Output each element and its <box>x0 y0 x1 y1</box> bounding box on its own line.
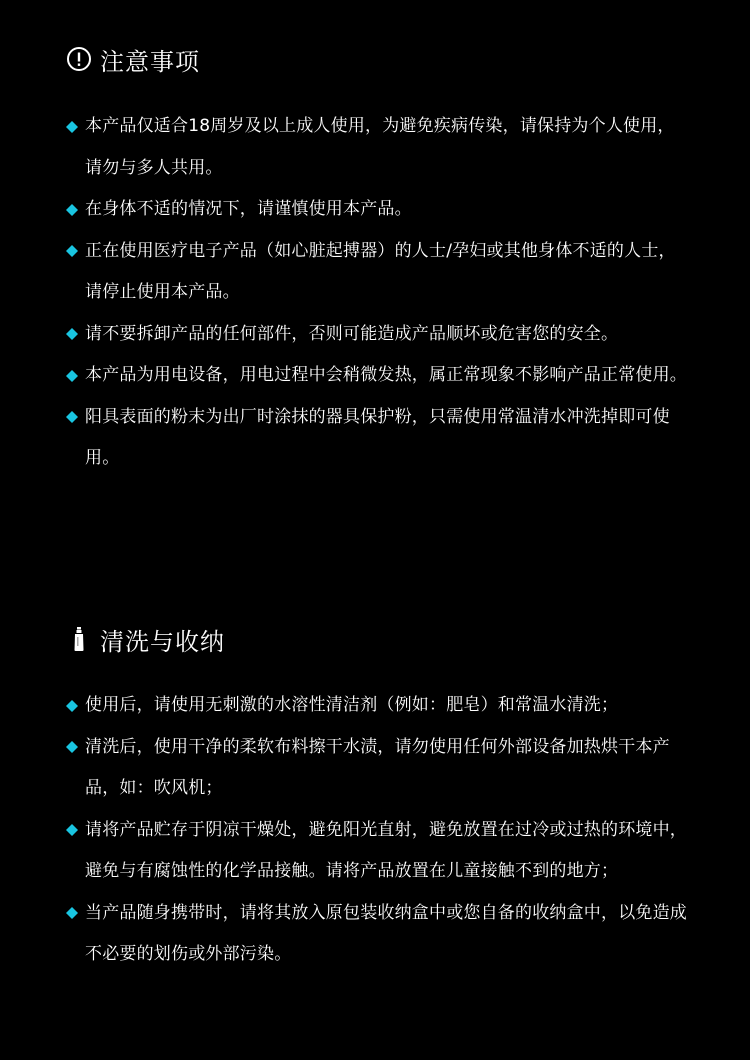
list-item-text: 使用后，请使用无刺激的水溶性清洁剂（例如：肥皂）和常温水清洗； <box>85 695 619 715</box>
spray-bottle-icon <box>66 626 92 652</box>
list-item <box>66 106 690 189</box>
exclamation-circle-icon <box>66 46 92 72</box>
list-item-text: 在身体不适的情况下，请谨慎使用本产品。 <box>85 199 412 219</box>
cleaning-heading <box>66 622 225 656</box>
diamond-bullet-icon <box>66 121 78 133</box>
diamond-bullet-icon <box>66 700 78 712</box>
list-item <box>66 189 690 231</box>
precautions-list <box>66 106 690 480</box>
cleaning-list <box>66 685 690 976</box>
precautions-title: 注意事项 <box>100 47 200 76</box>
list-item-text: 清洗后，使用干净的柔软布料擦干水渍，请勿使用任何外部设备加热烘干本产品，如：吹风机； <box>85 736 670 798</box>
diamond-bullet-icon <box>66 741 78 753</box>
list-item-text: 请将产品贮存于阴凉干燥处，避免阳光直射，避免放置在过冷或过热的环境中，避免与有腐蚀性的化学品接触。请将产品放置在儿童接触不到的地方； <box>85 819 687 881</box>
precautions-heading <box>66 42 200 76</box>
diamond-bullet-icon <box>66 411 78 423</box>
cleaning-title: 清洗与收纳 <box>100 627 225 656</box>
diamond-bullet-icon <box>66 370 78 382</box>
list-item <box>66 397 690 480</box>
diamond-bullet-icon <box>66 204 78 216</box>
list-item-text: 本产品仅适合18周岁及以上成人使用，为避免疾病传染，请保持为个人使用，请勿与多人共用。 <box>85 116 675 178</box>
list-item <box>66 314 690 356</box>
list-item <box>66 727 690 810</box>
list-item-text: 阳具表面的粉末为出厂时涂抹的器具保护粉，只需使用常温清水冲洗掉即可使用。 <box>85 406 670 468</box>
list-item <box>66 355 690 397</box>
list-item-text: 请不要拆卸产品的任何部件，否则可能造成产品顺坏或危害您的安全。 <box>85 323 619 344</box>
list-item-text: 本产品为用电设备，用电过程中会稍微发热，属正常现象不影响产品正常使用。 <box>85 365 687 385</box>
diamond-bullet-icon <box>66 328 78 340</box>
list-item-text: 正在使用医疗电子产品（如心脏起搏器）的人士/孕妇或其他身体不适的人士，请停止使用本产品。 <box>85 240 676 302</box>
list-item <box>66 810 690 893</box>
list-item <box>66 685 690 727</box>
diamond-bullet-icon <box>66 907 78 919</box>
list-item-text: 当产品随身携带时，请将其放入原包装收纳盒中或您自备的收纳盒中，以免造成不必要的划伤或外部污染。 <box>85 902 687 964</box>
list-item <box>66 893 690 976</box>
diamond-bullet-icon <box>66 245 78 257</box>
list-item <box>66 231 690 314</box>
diamond-bullet-icon <box>66 824 78 836</box>
